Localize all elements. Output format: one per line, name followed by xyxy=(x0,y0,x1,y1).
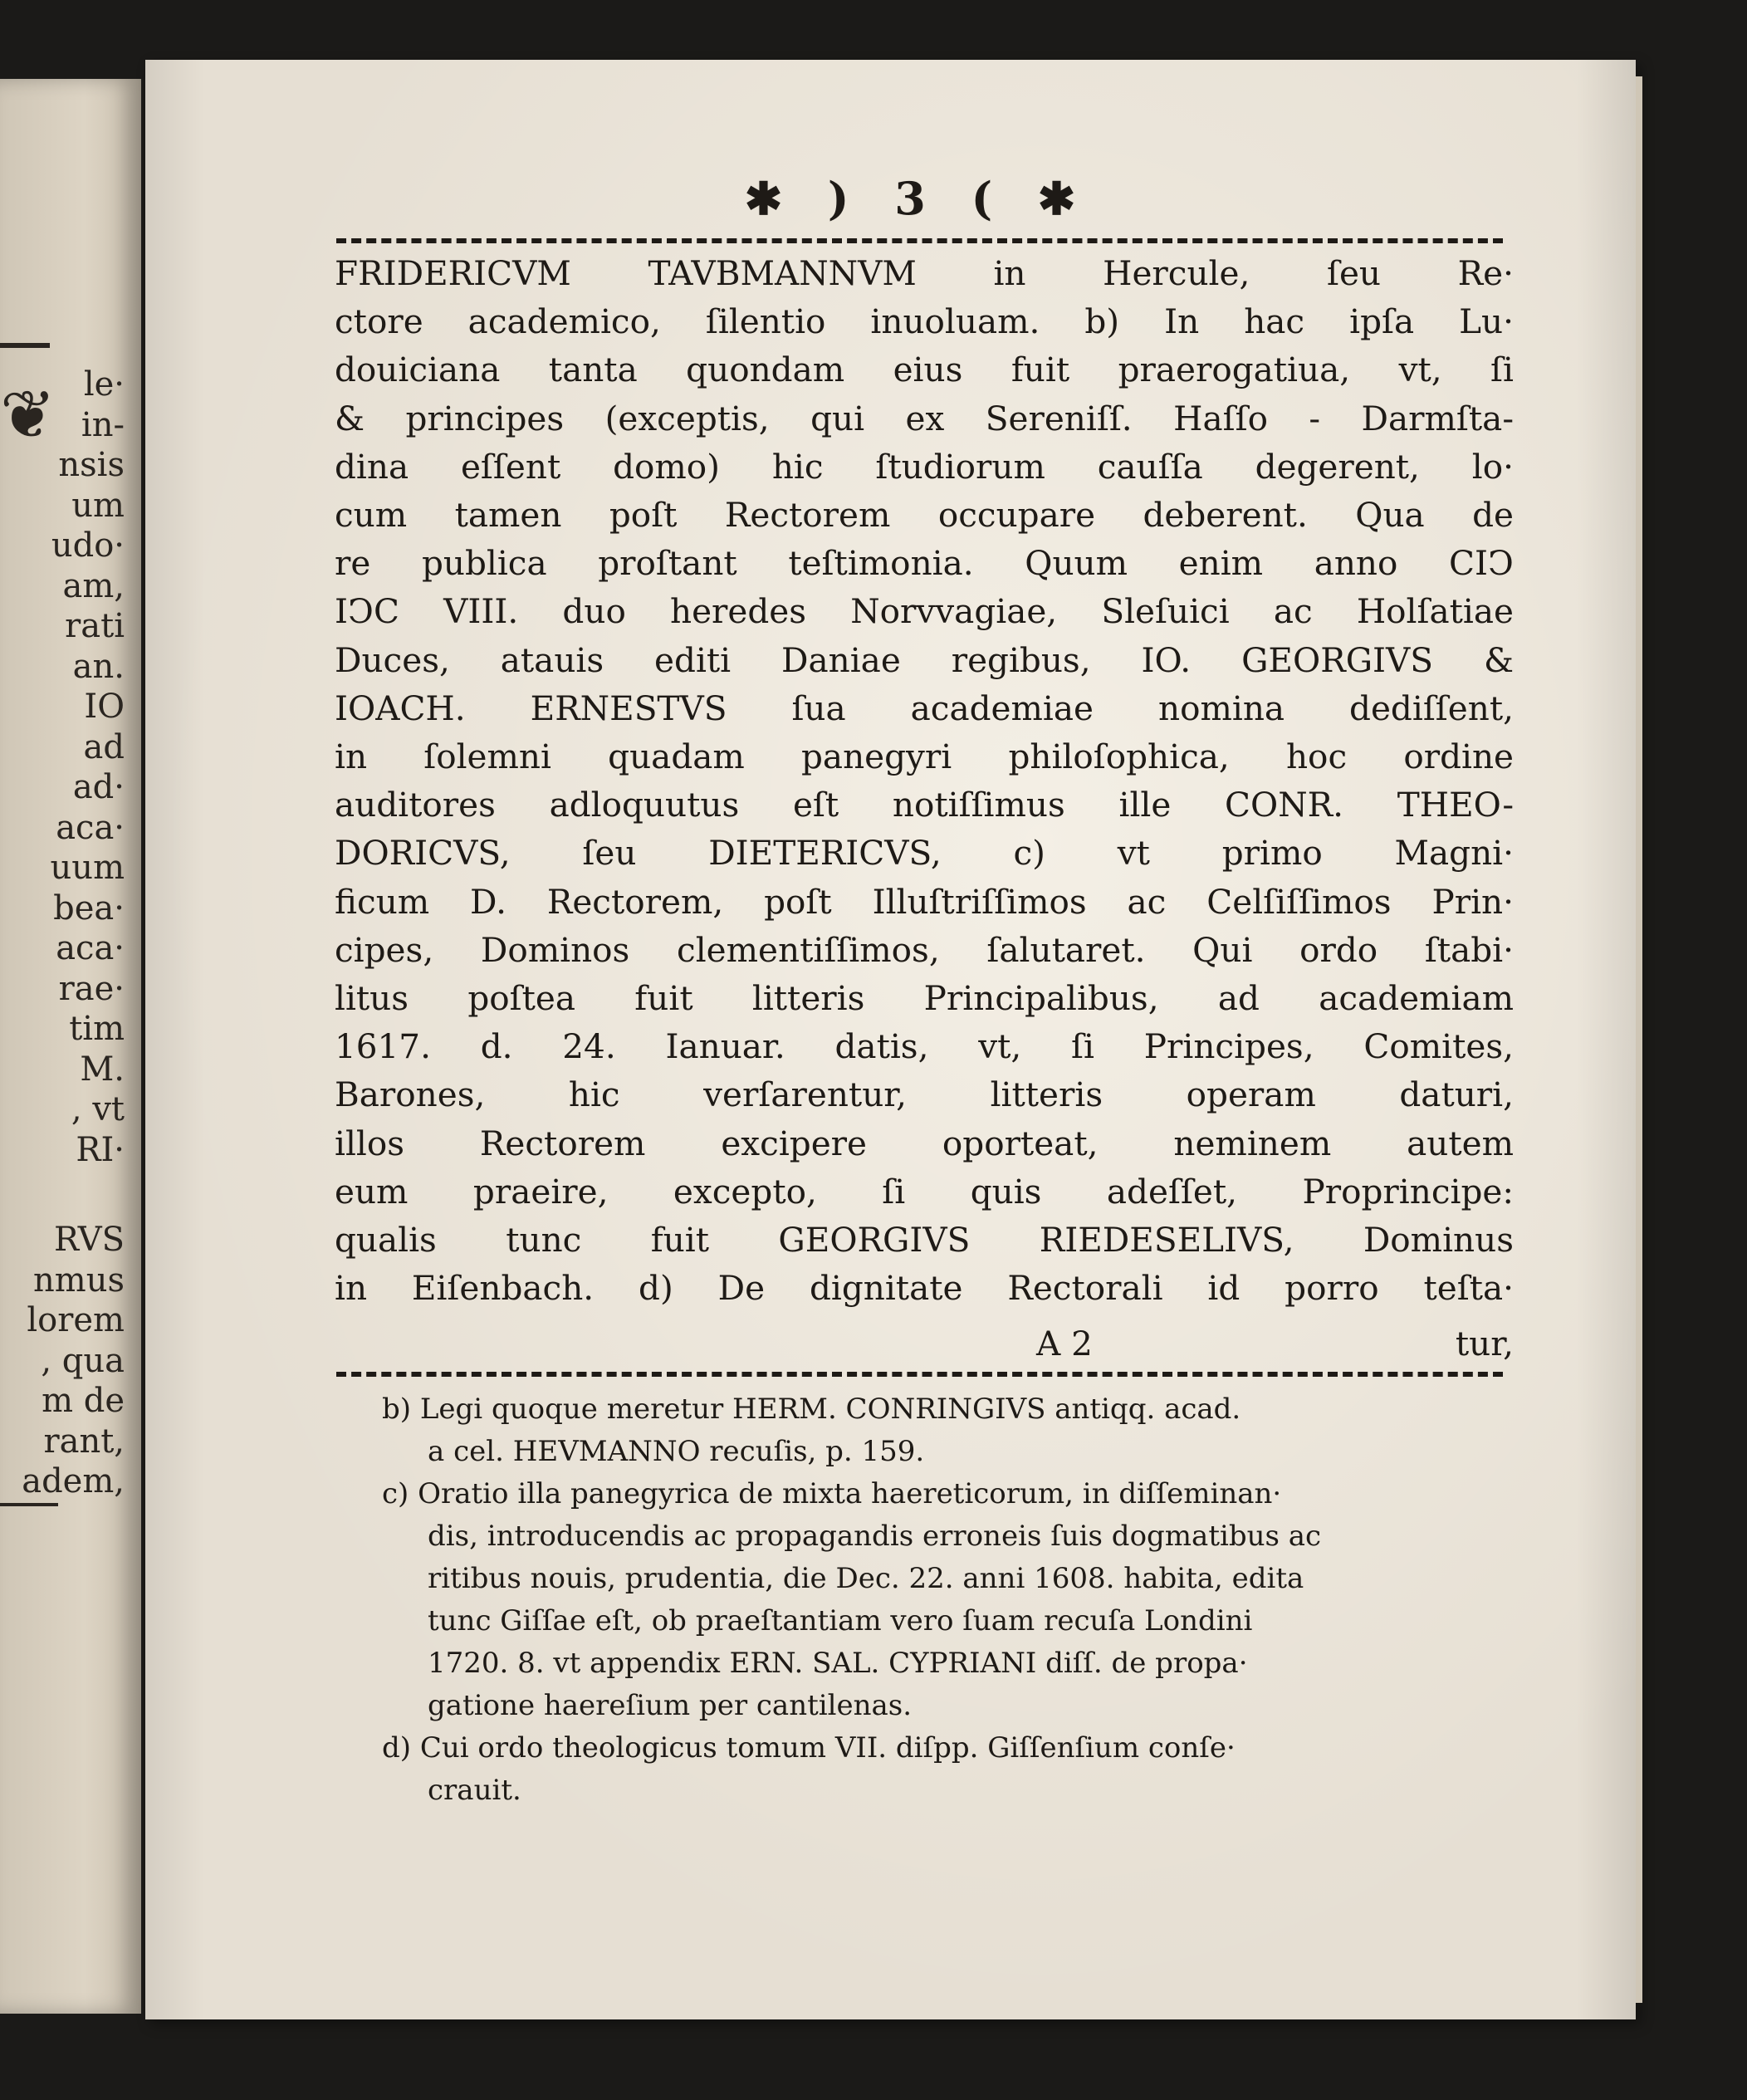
running-head: ✱ ) 3 ( ✱ xyxy=(744,172,1091,225)
left-page-fragment: RVS xyxy=(54,1221,125,1259)
body-line: dina eſſent domo) hic ſtudiorum cauſſa degerent, lo· xyxy=(335,446,1514,487)
body-line: auditores adloquutus eſt notiſſimus ille CONR. THEO- xyxy=(335,785,1514,825)
left-page-ornament-icon: ❦ xyxy=(0,376,56,453)
left-page-fragment: ad· xyxy=(72,768,125,806)
body-line: IↃC VIII. duo heredes Norvvagiae, Sleſuici ac Holſatiae xyxy=(335,591,1514,632)
footnote xyxy=(382,1473,1507,1727)
footnote-line: b) Legi quoque meretur HERM. CONRINGIVS antiqq. acad. xyxy=(382,1393,1241,1426)
footnote-line: ritibus nouis, prudentia, die Dec. 22. anni 1608. habita, edita xyxy=(428,1562,1304,1595)
book-page xyxy=(145,60,1636,2019)
body-line: illos Rectorem excipere oporteat, neminem autem xyxy=(335,1123,1514,1163)
left-page-fragment: an. xyxy=(72,647,125,686)
left-page-fragment: in- xyxy=(81,405,125,444)
left-page-fragment: , qua xyxy=(41,1341,125,1380)
left-page-fragment: , vt xyxy=(71,1090,125,1128)
body-line: re publica proſtant teſtimonia. Quum enim anno CIↃ xyxy=(335,543,1514,584)
body-line: & principes (exceptis, qui ex Sereniſſ. Haſſo - Darmſta- xyxy=(335,398,1514,438)
left-page-fragment: le· xyxy=(83,365,125,404)
body-line: 1617. d. 24. Ianuar. datis, vt, ſi Principes, Comites, xyxy=(335,1026,1514,1067)
left-page-fragment: lorem xyxy=(27,1301,125,1339)
left-page-fragment: m de xyxy=(42,1382,125,1420)
left-page-fragment: adem, xyxy=(22,1462,125,1500)
body-line: in ſolemni quadam panegyri philoſophica, hoc ordine xyxy=(335,737,1514,777)
left-page-fragment: ad xyxy=(83,727,125,766)
footnotes xyxy=(382,1388,1507,1812)
body-text xyxy=(335,249,1514,1312)
body-line: FRIDERICVM TAVBMANNVM in Hercule, ſeu Re· xyxy=(335,253,1514,293)
body-line: in Eiſenbach. d) De dignitate Rectorali id porro teſta· xyxy=(335,1268,1514,1309)
body-line: Barones, hic verſarentur, litteris operam daturi, xyxy=(335,1074,1514,1115)
footnote-line: c) Oratio illa panegyrica de mixta haereticorum, in diſſeminan· xyxy=(382,1477,1282,1510)
body-line: cipes, Dominos clementiſſimos, ſalutaret. Qui ordo ſtabi· xyxy=(335,929,1514,970)
footnote-rule xyxy=(336,1372,1503,1377)
left-page-fragment: rant, xyxy=(43,1422,125,1461)
left-page-rule-lower xyxy=(0,1503,58,1506)
body-line: ctore academico, ſilentio inuoluam. b) In hac ipſa Lu· xyxy=(335,301,1514,342)
signature-mark: A 2 xyxy=(1036,1324,1093,1363)
footnote-line: a cel. HEVMANNO recuſis, p. 159. xyxy=(428,1435,925,1468)
body-line: Duces, atauis editi Daniae regibus, IO. GEORGIVS & xyxy=(335,639,1514,680)
header-rule xyxy=(336,238,1503,243)
body-line: douiciana tanta quondam eius fuit praerogatiua, vt, ſi xyxy=(335,350,1514,390)
left-page-fragment: rati xyxy=(65,607,125,645)
body-line: IOACH. ERNESTVS ſua academiae nomina dediſſent, xyxy=(335,688,1514,728)
body-line: qualis tunc fuit GEORGIVS RIEDESELIVS, Dominus xyxy=(335,1220,1514,1260)
left-page-fragment: bea· xyxy=(53,888,125,928)
left-page-rule xyxy=(0,343,50,348)
footnote xyxy=(382,1727,1507,1812)
body-line: DORICVS, ſeu DIETERICVS, c) vt primo Magni· xyxy=(335,833,1514,874)
body-line: eum praeire, excepto, ſi quis adeſſet, Proprincipe: xyxy=(335,1171,1514,1212)
left-page-fragment: am, xyxy=(62,566,125,605)
body-line: litus poſtea fuit litteris Principalibus, ad academiam xyxy=(335,978,1514,1019)
page-edge xyxy=(1636,76,1642,2003)
footnote xyxy=(382,1388,1507,1473)
footnote-line: gatione haereſium per cantilenas. xyxy=(428,1689,913,1722)
body-line: cum tamen poſt Rectorem occupare deberent. Qua de xyxy=(335,495,1514,536)
left-page-fragment: um xyxy=(71,486,125,525)
left-page-fragment: udo· xyxy=(51,526,125,565)
left-page-fragment: aca· xyxy=(56,808,125,847)
footnote-line: tunc Giſſae eſt, ob praeſtantiam vero ſuam recuſa Londini xyxy=(428,1604,1253,1637)
left-page-fragment: nsis xyxy=(58,446,125,484)
footnote-line: d) Cui ordo theologicus tomum VII. diſpp. Giſſenſium conſe· xyxy=(382,1731,1236,1765)
left-page-fragment: M. xyxy=(80,1050,125,1089)
left-page-fragment: uum xyxy=(50,849,125,887)
facing-page-left xyxy=(0,79,141,2014)
left-page-fragment: aca· xyxy=(56,929,125,967)
catchword: tur, xyxy=(1455,1324,1514,1363)
left-page-fragment: rae· xyxy=(58,969,125,1008)
footnote-line: 1720. 8. vt appendix ERN. SAL. CYPRIANI diſſ. de propa· xyxy=(428,1647,1248,1680)
body-line: ficum D. Rectorem, poſt Illuſtriſſimos ac Celſiſſimos Prin· xyxy=(335,881,1514,922)
left-page-fragment: RI· xyxy=(76,1130,125,1169)
footnote-line: crauit. xyxy=(428,1774,521,1807)
left-page-fragment: IO xyxy=(84,688,125,726)
left-page-fragment: nmus xyxy=(33,1260,125,1300)
footnote-line: dis, introducendis ac propagandis erroneis ſuis dogmatibus ac xyxy=(428,1520,1322,1553)
left-page-fragment: tim xyxy=(69,1010,125,1048)
